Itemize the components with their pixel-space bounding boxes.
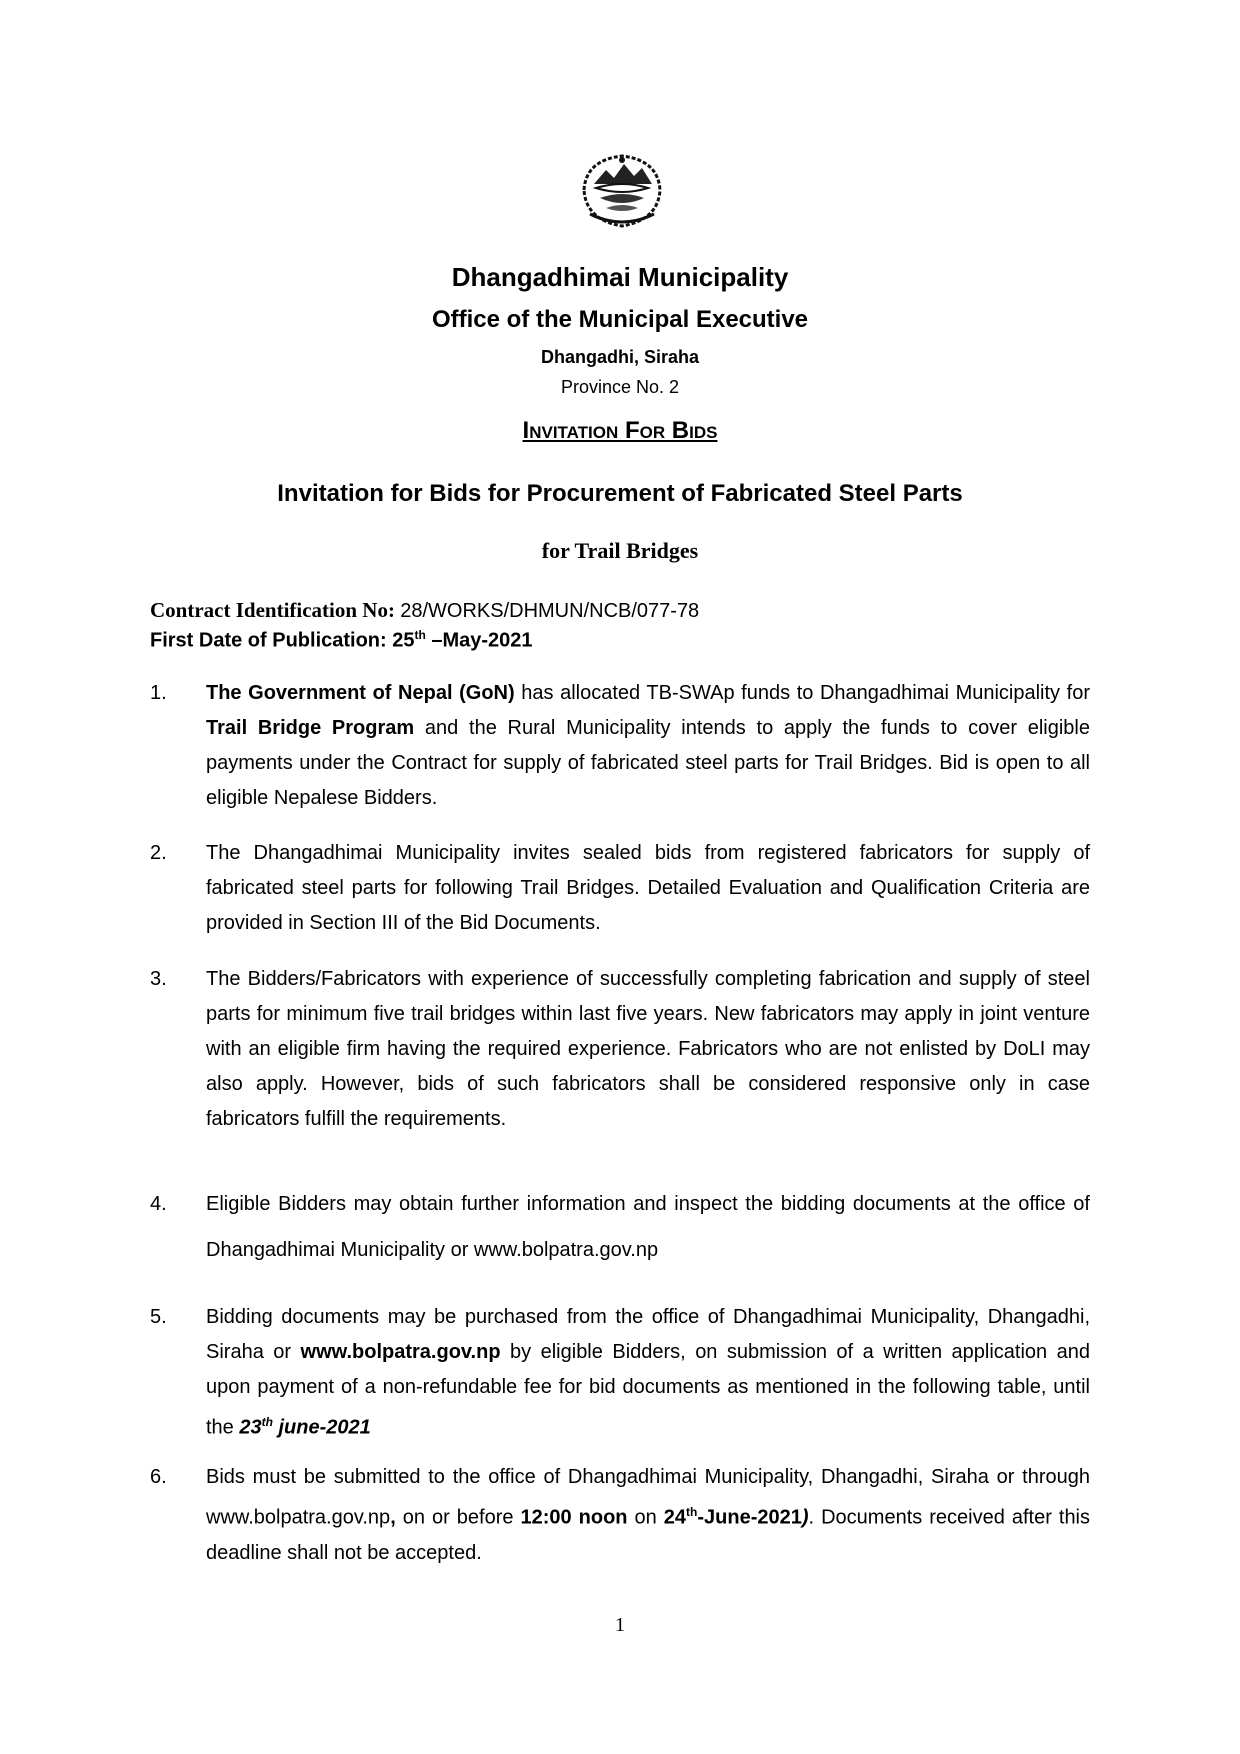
- p5-deadline-suffix: th: [261, 1415, 273, 1429]
- paragraph-number: 4.: [150, 1193, 167, 1215]
- paragraph-number: 1.: [150, 682, 167, 704]
- p6-text-2: on or before: [395, 1506, 521, 1529]
- p6-paren: ): [801, 1506, 809, 1529]
- p1-text-1: has allocated TB-SWAp funds to Dhangadhimai Municipality for: [514, 682, 1090, 704]
- paragraph-6: [150, 1460, 1090, 1571]
- p6-date-day: 24: [663, 1506, 687, 1529]
- paragraph-number: 5.: [150, 1306, 167, 1328]
- contract-label: Contract Identification No:: [150, 598, 395, 622]
- organization-name: Dhangadhimai Municipality: [451, 262, 789, 292]
- paragraph-3: [150, 962, 1090, 1137]
- p6-date-suffix: th: [686, 1505, 698, 1519]
- office-name: Office of the Municipal Executive: [431, 306, 809, 333]
- contract-identification: [150, 598, 699, 623]
- publication-label: First Date of Publication: 25: [150, 629, 415, 652]
- subject-line-2: for Trail Bridges: [541, 538, 699, 563]
- paragraph-1: [150, 676, 1090, 816]
- document-type-heading: Invitation For Bids: [522, 417, 718, 444]
- publication-date: [150, 628, 533, 653]
- p3-text: The Bidders/Fabricators with experience of successfully completing fabrication and supply of steel parts for minimum five trail bridges within last five years. New fabricators may apply in joint venture with an eligible firm having the required experience. Fabricators who are not enlisted by DoLI may also apply. However, bids of such fabricators shall be considered responsive only in case fabricators fulfill the requirements.: [206, 968, 1090, 1130]
- p6-text-3: on: [627, 1506, 664, 1529]
- office-location: Dhangadhi, Siraha: [540, 347, 700, 367]
- p5-text-1: Bidding documents may be purchased from the office of Dhangadhimai Municipality, Dhangadhi, Siraha or: [206, 1306, 1090, 1363]
- subject-line-1: Invitation for Bids for Procurement of Fabricated Steel Parts: [277, 480, 963, 507]
- page-number: 1: [615, 1614, 625, 1636]
- p6-date-month: -June-2021: [697, 1506, 802, 1529]
- p2-text: The Dhangadhimai Municipality invites sealed bids from registered fabricators for supply of fabricated steel parts for following Trail Bridges. Detailed Evaluation and Qualification Criteria are provided in Section III of the Bid Documents.: [206, 842, 1090, 934]
- p5-deadline-month: june-2021: [272, 1416, 371, 1439]
- province: Province No. 2: [560, 377, 680, 397]
- paragraph-number: 2.: [150, 842, 167, 864]
- paragraph-5: [150, 1300, 1090, 1446]
- p1-bold-program: Trail Bridge Program: [206, 717, 415, 739]
- paragraph-2: [150, 836, 1090, 941]
- p5-text-2: by eligible Bidders, on submission of a written application and upon payment of a non-refundable fee for bid documents as mentioned in the following table, until the: [206, 1341, 1090, 1439]
- paragraph-4: [150, 1181, 1090, 1273]
- publication-month-year: –May-2021: [425, 629, 533, 652]
- p5-bold-website: www.bolpatra.gov.np: [300, 1341, 501, 1363]
- p1-text-2: and the Rural Municipality intends to apply the funds to cover eligible payments under the Contract for supply of fabricated steel parts for Trail Bridges. Bid is open to all eligible Nepalese Bidders.: [206, 717, 1090, 809]
- paragraph-number: 3.: [150, 968, 167, 990]
- contract-number: 28/WORKS/DHMUN/NCB/077-78: [400, 600, 700, 622]
- publication-day-suffix: th: [414, 628, 426, 642]
- p6-text-1: Bids must be submitted to the office of Dhangadhimai Municipality, Dhangadhi, Siraha or through www.bolpatra.gov.np: [206, 1466, 1090, 1529]
- p6-text-4: . Documents received after this deadline shall not be accepted.: [206, 1506, 1091, 1564]
- p6-time: 12:00 noon: [520, 1506, 628, 1529]
- p4-text: Eligible Bidders may obtain further information and inspect the bidding documents at the office of Dhangadhimai Municipality or www.bolpatra.gov.np: [206, 1193, 1090, 1261]
- paragraph-number: 6.: [150, 1466, 167, 1488]
- p1-bold-gon: The Government of Nepal (GoN): [206, 682, 515, 704]
- p5-deadline-day: 23: [239, 1416, 262, 1439]
- p6-comma: ,: [390, 1506, 396, 1529]
- government-emblem-icon: [576, 150, 668, 230]
